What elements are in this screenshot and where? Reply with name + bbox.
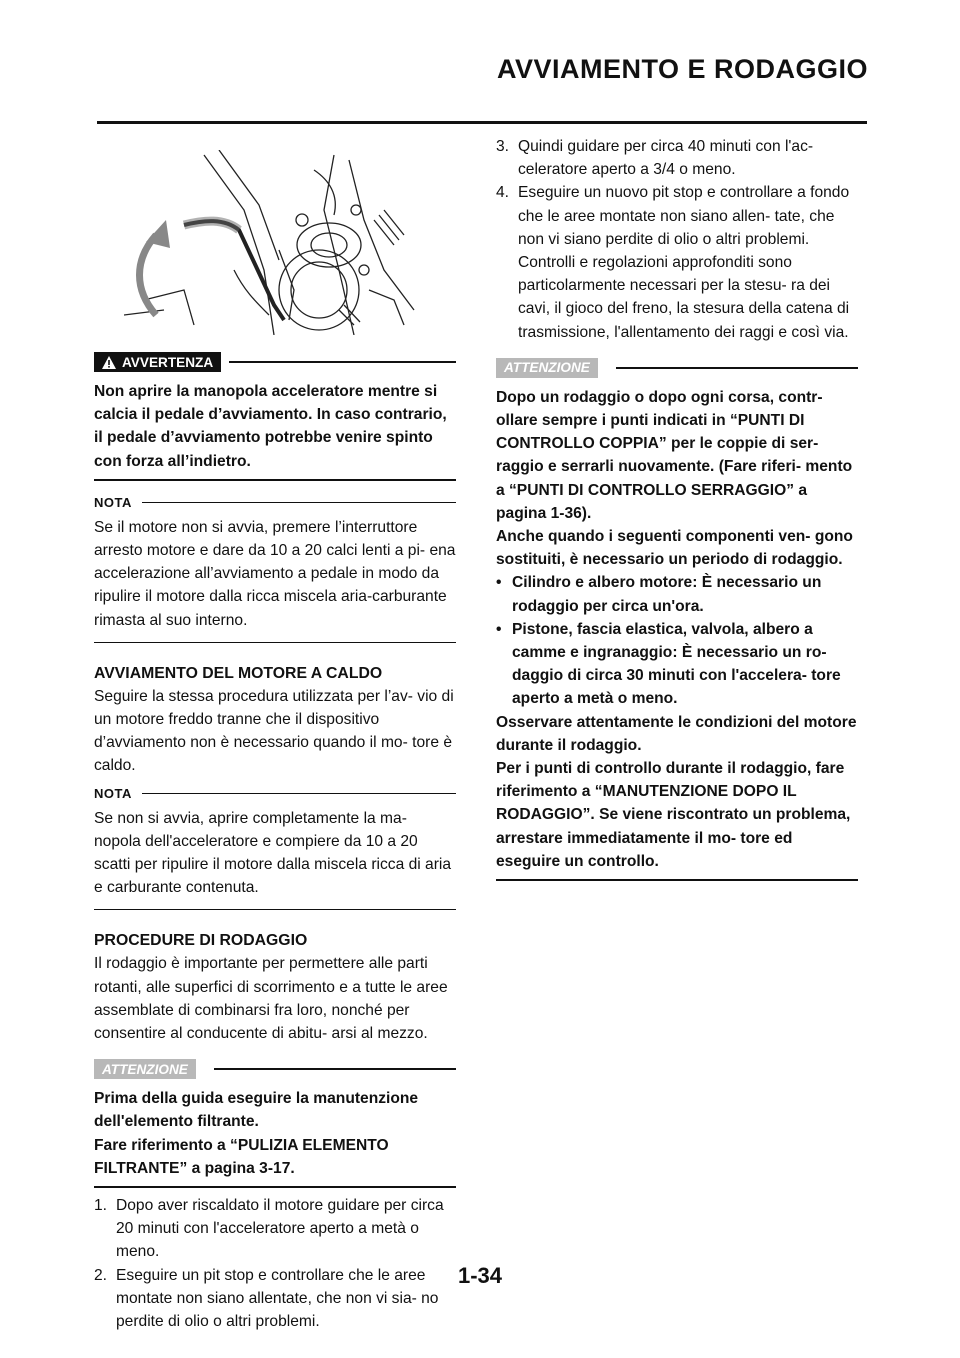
caution-header-rule — [616, 367, 858, 369]
caution-text: Per i punti di controllo durante il rodaggio, fare riferimento a “MANUTENZIONE DOPO IL RODAGGIO”. Se viene riscontrato un problema, arrestare immediatamente il mo- tore ed eseguire un controllo. — [496, 760, 851, 870]
caution-bullets — [496, 571, 858, 710]
warning-text: Non aprire la manopola acceleratore mentre si calcia il pedale d’avviamento. In caso contrario, il pedale d’avviamento potrebbe venire spinto con forza all’indietro. — [94, 383, 447, 470]
caution-header — [496, 358, 858, 378]
note-header-rule — [142, 793, 456, 794]
step-text: Eseguire un pit stop e controllare che le aree montate non siano allentate, che non vi sia- no perdite di olio o altri problemi. — [116, 1266, 439, 1331]
bullet-text: Pistone, fascia elastica, valvola, albero a camme e ingranaggio: È necessario un ro- daggio di circa 30 minuti con l'accelera- tore aperto a metà o meno. — [512, 620, 841, 708]
section-title-warm-start: AVVIAMENTO DEL MOTORE A CALDO — [94, 664, 383, 682]
caution-text: Osservare attentamente le condizioni del motore durante il rodaggio. — [496, 713, 857, 754]
caution-badge: ATTENZIONE — [496, 358, 598, 378]
warning-header-rule — [229, 361, 456, 363]
note-label: NOTA — [94, 785, 132, 801]
page-title: AVVIAMENTO E RODAGGIO — [496, 54, 868, 84]
note-text: Se non si avvia, aprire completamente la ma- nopola dell'acceleratore e compiere da 10 a 20 scatti per ripulire il motore dalla miscela ricca di aria e carburante contenuta. — [94, 809, 452, 897]
warning-label: AVVERTENZA — [122, 354, 214, 370]
step-number: 4. — [496, 184, 510, 202]
note-header — [94, 786, 456, 801]
step-text: Eseguire un nuovo pit stop e controllare a fondo che le aree montate non siano allen- tate, che non vi siano perdite di olio o altri problemi. Controlli e regolazioni approfonditi sono particolarmente necessari per la stesu- ra dei cavi, il gioco del freno, la stesura della catena di trasmissione, l'allentamento dei raggi e così via. — [518, 184, 850, 341]
caution-end-rule — [496, 879, 858, 881]
warning-header — [94, 352, 456, 372]
caution-header-rule — [214, 1068, 456, 1070]
right-column — [496, 135, 858, 881]
bullet-text: Cilindro e albero motore: È necessario un rodaggio per circa un'ora. — [512, 574, 822, 615]
break-in-text: Il rodaggio è importante per permettere alle parti rotanti, alle superfici di scorrimento e a tutte le aree assemblate di combinarsi fra loro, nonché per consentire al conducente di abitu- arsi al mezzo. — [94, 955, 448, 1043]
warning-end-rule — [94, 479, 456, 481]
header-rule — [97, 121, 867, 124]
note-text: Se il motore non si avvia, premere l’interruttore arresto motore e dare da 10 a 20 calci lenti a pi- ena accelerazione all’avviamento a pedale in modo da ripulire il motore dalla ricca miscela aria-carburante rimasta al suo interno. — [94, 518, 456, 629]
step-text: Quindi guidare per circa 40 minuti con l'ac- celeratore aperto a 3/4 o meno. — [518, 138, 814, 179]
caution-text: Prima della guida eseguire la manutenzione dell'elemento filtrante. — [94, 1090, 419, 1131]
caution-header — [94, 1059, 456, 1079]
break-in-steps — [496, 135, 858, 344]
section-title-break-in: PROCEDURE DI RODAGGIO — [94, 932, 308, 950]
list-item — [496, 135, 858, 181]
page-number: 1-34 — [457, 1263, 503, 1288]
warning-badge — [94, 352, 221, 372]
caution-text: Fare riferimento a “PULIZIA ELEMENTO FILTRANTE” a pagina 3-17. — [94, 1136, 389, 1177]
caution-badge: ATTENZIONE — [94, 1059, 196, 1079]
caution-text: Anche quando i seguenti componenti ven- gono sostituiti, è necessario un periodo di rodaggio. — [496, 528, 853, 569]
note-header — [94, 495, 456, 510]
step-text: Dopo aver riscaldato il motore guidare per circa 20 minuti con l'acceleratore aperto a metà o meno. — [116, 1197, 444, 1261]
step-number: 1. — [94, 1197, 108, 1215]
warm-start-text: Seguire la stessa procedura utilizzata per l’av- vio di un motore freddo tranne che il dispositivo d’avviamento non è necessario quando il mo- tore è caldo. — [94, 687, 454, 775]
list-item: • Pistone, fascia elastica, valvola, albero a camme e ingranaggio: È necessario un ro- daggio di circa 30 minuti con l'accelera- tore aperto a metà o meno. — [496, 618, 858, 711]
kickstarter-drawing — [124, 150, 424, 335]
list-item — [496, 181, 858, 343]
list-item: • Cilindro e albero motore: È necessario un rodaggio per circa un'ora. — [496, 571, 858, 617]
kickstarter-illustration — [94, 135, 456, 340]
step-number: 2. — [94, 1266, 108, 1284]
warning-triangle-icon — [102, 356, 116, 369]
caution-text: Dopo un rodaggio o dopo ogni corsa, contr- ollare sempre i punti indicati in “PUNTI DI CONTROLLO COPPIA” per le coppie di ser- raggio e serrarli nuovamente. (Fare riferi- mento a “PUNTI DI CONTROLLO SERRAGGIO” a pagina 1-36). — [496, 388, 853, 522]
list-item — [94, 1194, 456, 1264]
step-number: 3. — [496, 138, 510, 155]
note-label: NOTA — [94, 494, 132, 510]
note-header-rule — [142, 502, 456, 503]
left-column — [94, 135, 456, 1333]
